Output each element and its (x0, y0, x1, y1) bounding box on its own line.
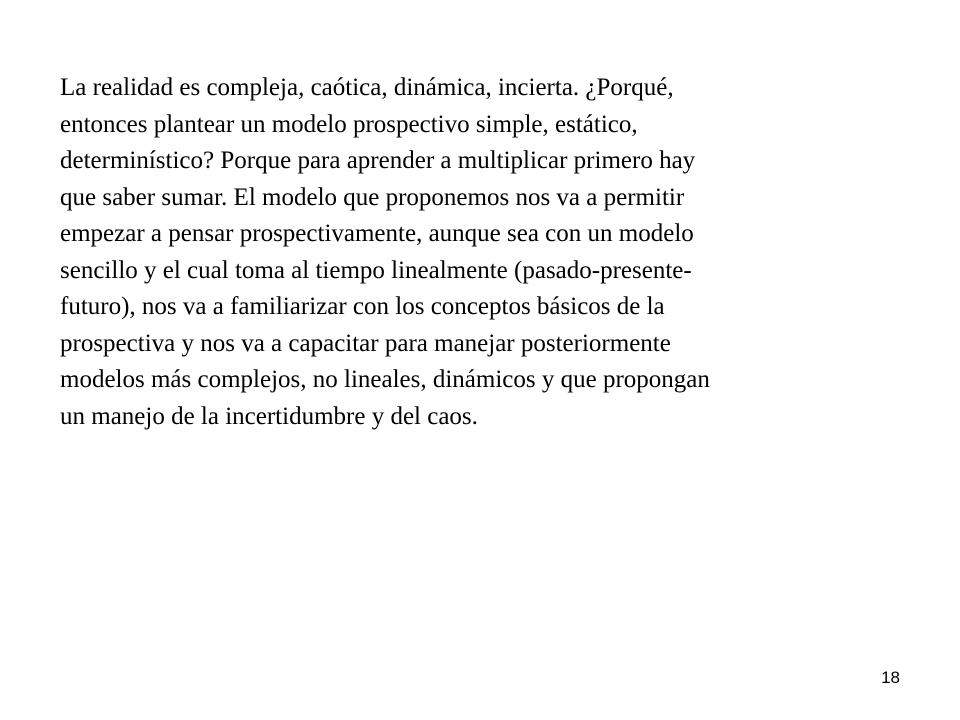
body-line: prospectiva y nos va a capacitar para manejar posteriormente (60, 329, 671, 357)
body-line: determinístico? Porque para aprender a multiplicar primero hay (60, 147, 696, 174)
page-number: 18 (881, 668, 900, 687)
body-line: empezar a pensar prospectivamente, aunque sea con un modelo (60, 220, 694, 247)
body-line: que saber sumar. El modelo que proponemos nos va a permitir (60, 183, 685, 211)
body-line: modelos más complejos, no lineales, dinámicos y que propongan (60, 366, 710, 393)
body-line: entonces plantear un modelo prospectivo simple, estático, (60, 110, 638, 138)
body-line: La realidad es compleja, caótica, dinámica, incierta. ¿Porqué, (60, 74, 674, 101)
body-paragraph (60, 70, 920, 435)
body-line: sencillo y el cual toma al tiempo linealmente (pasado-presente- (60, 256, 692, 284)
body-line: un manejo de la incertidumbre y del caos. (60, 402, 478, 430)
body-line: futuro), nos va a familiarizar con los conceptos básicos de la (60, 293, 665, 320)
